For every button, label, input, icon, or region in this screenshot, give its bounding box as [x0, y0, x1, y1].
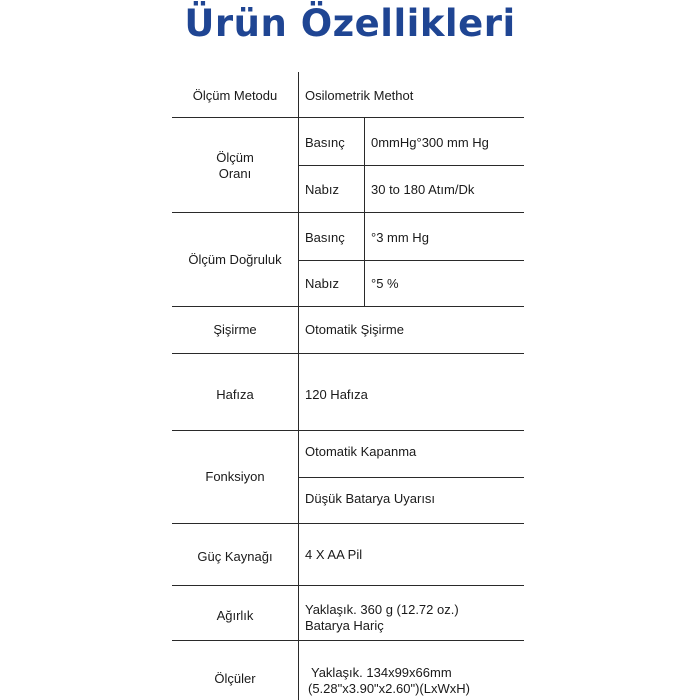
dimensions-label: Ölçüler	[214, 671, 256, 686]
function-value-auto-off: Otomatik Kapanma	[305, 444, 417, 459]
row-divider	[298, 477, 524, 478]
method-label: Ölçüm Metodu	[192, 88, 278, 103]
function-label: Fonksiyon	[205, 469, 265, 484]
inflation-label: Şişirme	[213, 322, 257, 337]
range-pressure-label: Basınç	[305, 135, 345, 150]
range-label-line2: Oranı	[218, 166, 252, 181]
row-divider	[172, 585, 524, 586]
range-pulse-label: Nabız	[305, 182, 339, 197]
method-value: Osilometrik Methot	[305, 88, 414, 103]
row-divider	[172, 640, 524, 641]
row-divider	[172, 212, 524, 213]
column-divider	[364, 212, 365, 306]
column-divider	[298, 72, 299, 700]
weight-label: Ağırlık	[216, 608, 254, 623]
row-divider	[298, 165, 524, 166]
dimensions-value-line1: Yaklaşık. 134x99x66mm	[311, 665, 452, 680]
weight-value-line2: Batarya Hariç	[305, 618, 384, 633]
range-label-line1: Ölçüm	[216, 150, 254, 165]
column-divider	[364, 117, 365, 212]
accuracy-pulse-value: °5 %	[371, 276, 399, 291]
row-divider	[172, 523, 524, 524]
power-label: Güç Kaynağı	[197, 549, 273, 564]
row-divider	[172, 430, 524, 431]
memory-label: Hafıza	[216, 387, 254, 402]
power-value: 4 X AA Pil	[305, 547, 363, 562]
accuracy-label: Ölçüm Doğruluk	[188, 252, 282, 267]
accuracy-pressure-value: °3 mm Hg	[371, 230, 429, 245]
weight-value-line1: Yaklaşık. 360 g (12.72 oz.)	[305, 602, 459, 617]
inflation-value: Otomatik Şişirme	[305, 322, 404, 337]
accuracy-pulse-label: Nabız	[305, 276, 339, 291]
page-title: Ürün Özellikleri	[184, 2, 516, 45]
dimensions-value-line2: (5.28"x3.90"x2.60")(LxWxH)	[308, 681, 470, 696]
row-divider	[172, 306, 524, 307]
row-divider	[298, 260, 524, 261]
memory-value: 120 Hafıza	[305, 387, 368, 402]
row-divider	[172, 353, 524, 354]
row-divider	[172, 117, 524, 118]
range-pulse-value: 30 to 180 Atım/Dk	[371, 182, 475, 197]
function-value-low-battery: Düşük Batarya Uyarısı	[305, 491, 436, 506]
range-pressure-value: 0mmHg°300 mm Hg	[371, 135, 489, 150]
accuracy-pressure-label: Basınç	[305, 230, 345, 245]
